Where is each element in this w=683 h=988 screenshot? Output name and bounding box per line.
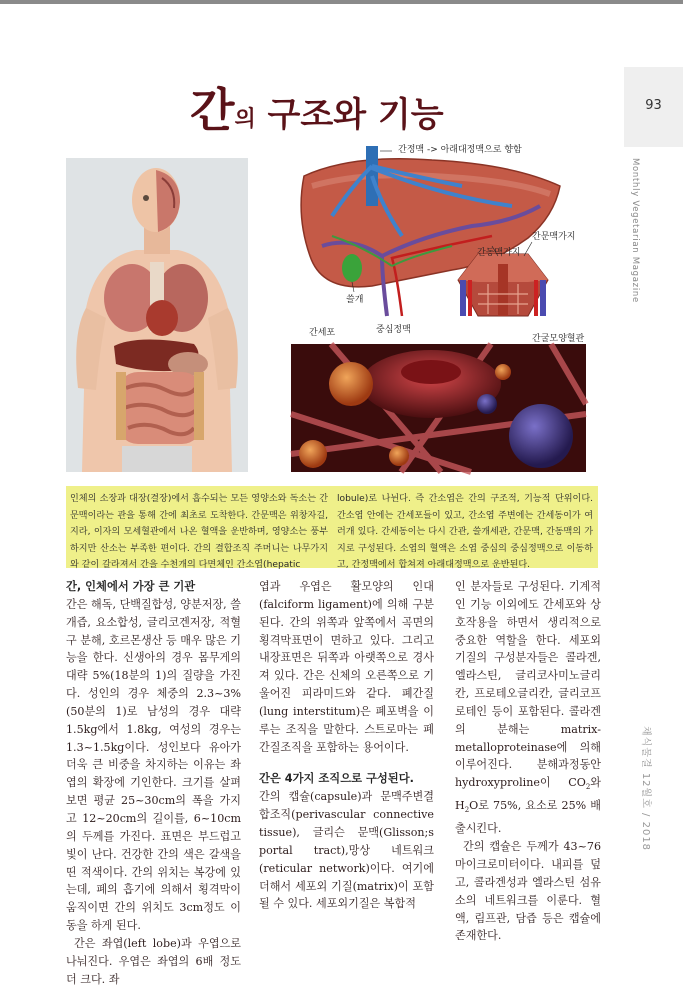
body-column-2 [259,578,434,913]
section-heading-largest-organ: 간, 인체에서 가장 큰 기관 [66,580,196,593]
liver-cells-illustration [291,344,586,472]
label-hepatocyte: 간세포 [309,328,336,338]
subscript: 2 [464,806,470,815]
summary-column-2: lobule)로 나뉜다. 즉 간소엽은 간의 구조적, 기능적 단위이다. 간소엽 안에는 간세포들이 있고, 간소엽 주변에는 간세동이가 여러개 있다. 간세동이는 다시 간관, 쓸개세관, 간문맥, 간동맥의 가지로 구성된다. 소엽의 혈액은 소엽 중심의 중심정맥으로 이동하고, 간정맥에서 합쳐져 아래대정맥으로 운반된다. [337,494,593,570]
label-gallbladder: 쓸개 [346,295,364,305]
paragraph: 간은 좌엽(left lobe)과 우엽으로 나눠진다. 우엽은 좌엽의 6배 정도 더 크다. 좌 [66,936,241,986]
paragraph: 간의 캡슐은 두께가 43~76마이크로미터이다. 내피를 덮고, 콜라겐성과 엘라스틴 섬유소의 네트워크를 이룬다. 혈액, 림프관, 담즙 등은 캡슐에 존재한다. [455,840,601,943]
body-column-1 [66,578,241,988]
text-run: 인 분자들로 구성된다. 기계적인 기능 이외에도 간세포와 상호작용을 하면서 생리적으로 중요한 역할을 한다. 세포외 기질의 구성분자들은 콜라겐, 엘라스틴, 글리코사미노글리칸, 프로테오글리칸, 글리코프로테인 등이 포함된다. 콜라겐의 분해는 matrix-metalloproteinase에 의해 이루어진다. 분해과정동안 hydroxyproline이 CO [455,580,601,790]
page-number: 93 [645,98,662,113]
label-central-vein: 중심정맥 [376,325,411,335]
summary-box [66,486,598,568]
label-portal-branch: 간문맥가지 [532,232,576,242]
title-particle: 의 [234,106,256,132]
section-heading-four-tissues: 간은 4가지 조직으로 구성된다. [259,772,414,786]
paragraph: 엽과 우엽은 활모양의 인대(falciform ligament)에 의해 구분된다. 간의 위쪽과 앞쪽에서 곡면의 횡격막표면이 면하고 있다. 그리고 내장표면은 뒤쪽과 아랫쪽으로 경사져 있다. 간은 신체의 오른쪽으로 기울어진 피라미드와 같다. 폐간질(lung interstitum)은 폐포벽을 이루는 조직을 말한다. 스트로마는 폐간질조직을 포함하는 용어이다. [259,580,434,754]
subscript: 2 [585,783,591,792]
text-run: 와 H [455,776,601,813]
text-run: O로 75%, 요소로 25% 배출시킨다. [455,799,601,836]
summary-column-1: 인체의 소장과 대장(결장)에서 흡수되는 모든 영양소와 독소는 간문맥이라는 관을 통해 간에 최초로 도착한다. 간문맥은 위창자길, 지라, 이자의 모세혈관에서 나온 혈액을 운반하며, 영양소는 풍부하지만 산소는 부족한 편이다. 간의 결합조직 주머니는 나무가지와 같이 갈라져서 간을 수천개의 다면체인 간소엽(hepatic [70,494,328,570]
paragraph: 간은 해독, 단백질합성, 양분저장, 쓸개즙, 요소합성, 글리코겐저장, 적혈구 분해, 호르몬생산 등 매우 많은 기능을 한다. 신생아의 경우 몸무게의 대략 5%(18분의 1)의 질량을 가진다. 성인의 경우 체중의 2.3~3% (50분의 1)로 남성의 경우 대략 1.5kg에서 1.8kg, 여성의 경우는 1.3~1.5kg이다. 성인보다 유아가 더욱 큰 비중을 차지하는 이유는 좌엽의 확장에 기인한다. 크기를 살펴보면 평균 25~30cm의 폭을 가지고 12~20cm의 길이를, 6~10cm의 두께를 가진다. 표면은 부드럽고 빛이 난다. 건강한 간의 색은 갈색을 띤 적색이다. 간의 위치는 복강에 있는데, 폐의 흡기에 의해서 횡격막이 움직이면 간의 위치도 3cm정도 이동을 하게 된다. [66,597,241,933]
paragraph [455,578,601,838]
label-sinusoid: 간굴모양혈관 [532,334,585,344]
top-rule [0,0,683,4]
body-column-3 [455,578,601,945]
title-main: 간 [190,83,235,137]
issue-label-vertical: 채식물결 12월호 / 2018 [640,726,651,852]
label-artery-branch: 간동맥가지 [477,248,521,258]
magazine-name-vertical: Monthly Vegetarian Magazine [630,158,640,303]
title-rest: 구조와 기능 [255,95,444,135]
label-hepatic-vein: 간정맥 -> 아래대정맥으로 향함 [398,145,522,155]
anatomy-model-photo [66,158,248,472]
liver-illustration [292,146,592,346]
article-title [190,74,444,140]
paragraph: 간의 캡슐(capsule)과 문맥주변결합조직(perivascular connective tissue), 글리슨 문맥(Glisson;s portal tract),망상 네트워크(reticular network)이다. 여기에 더해서 세포외 기질(matrix)이 포함될 수 있다. 세포외기질은 복합적 [259,790,434,911]
